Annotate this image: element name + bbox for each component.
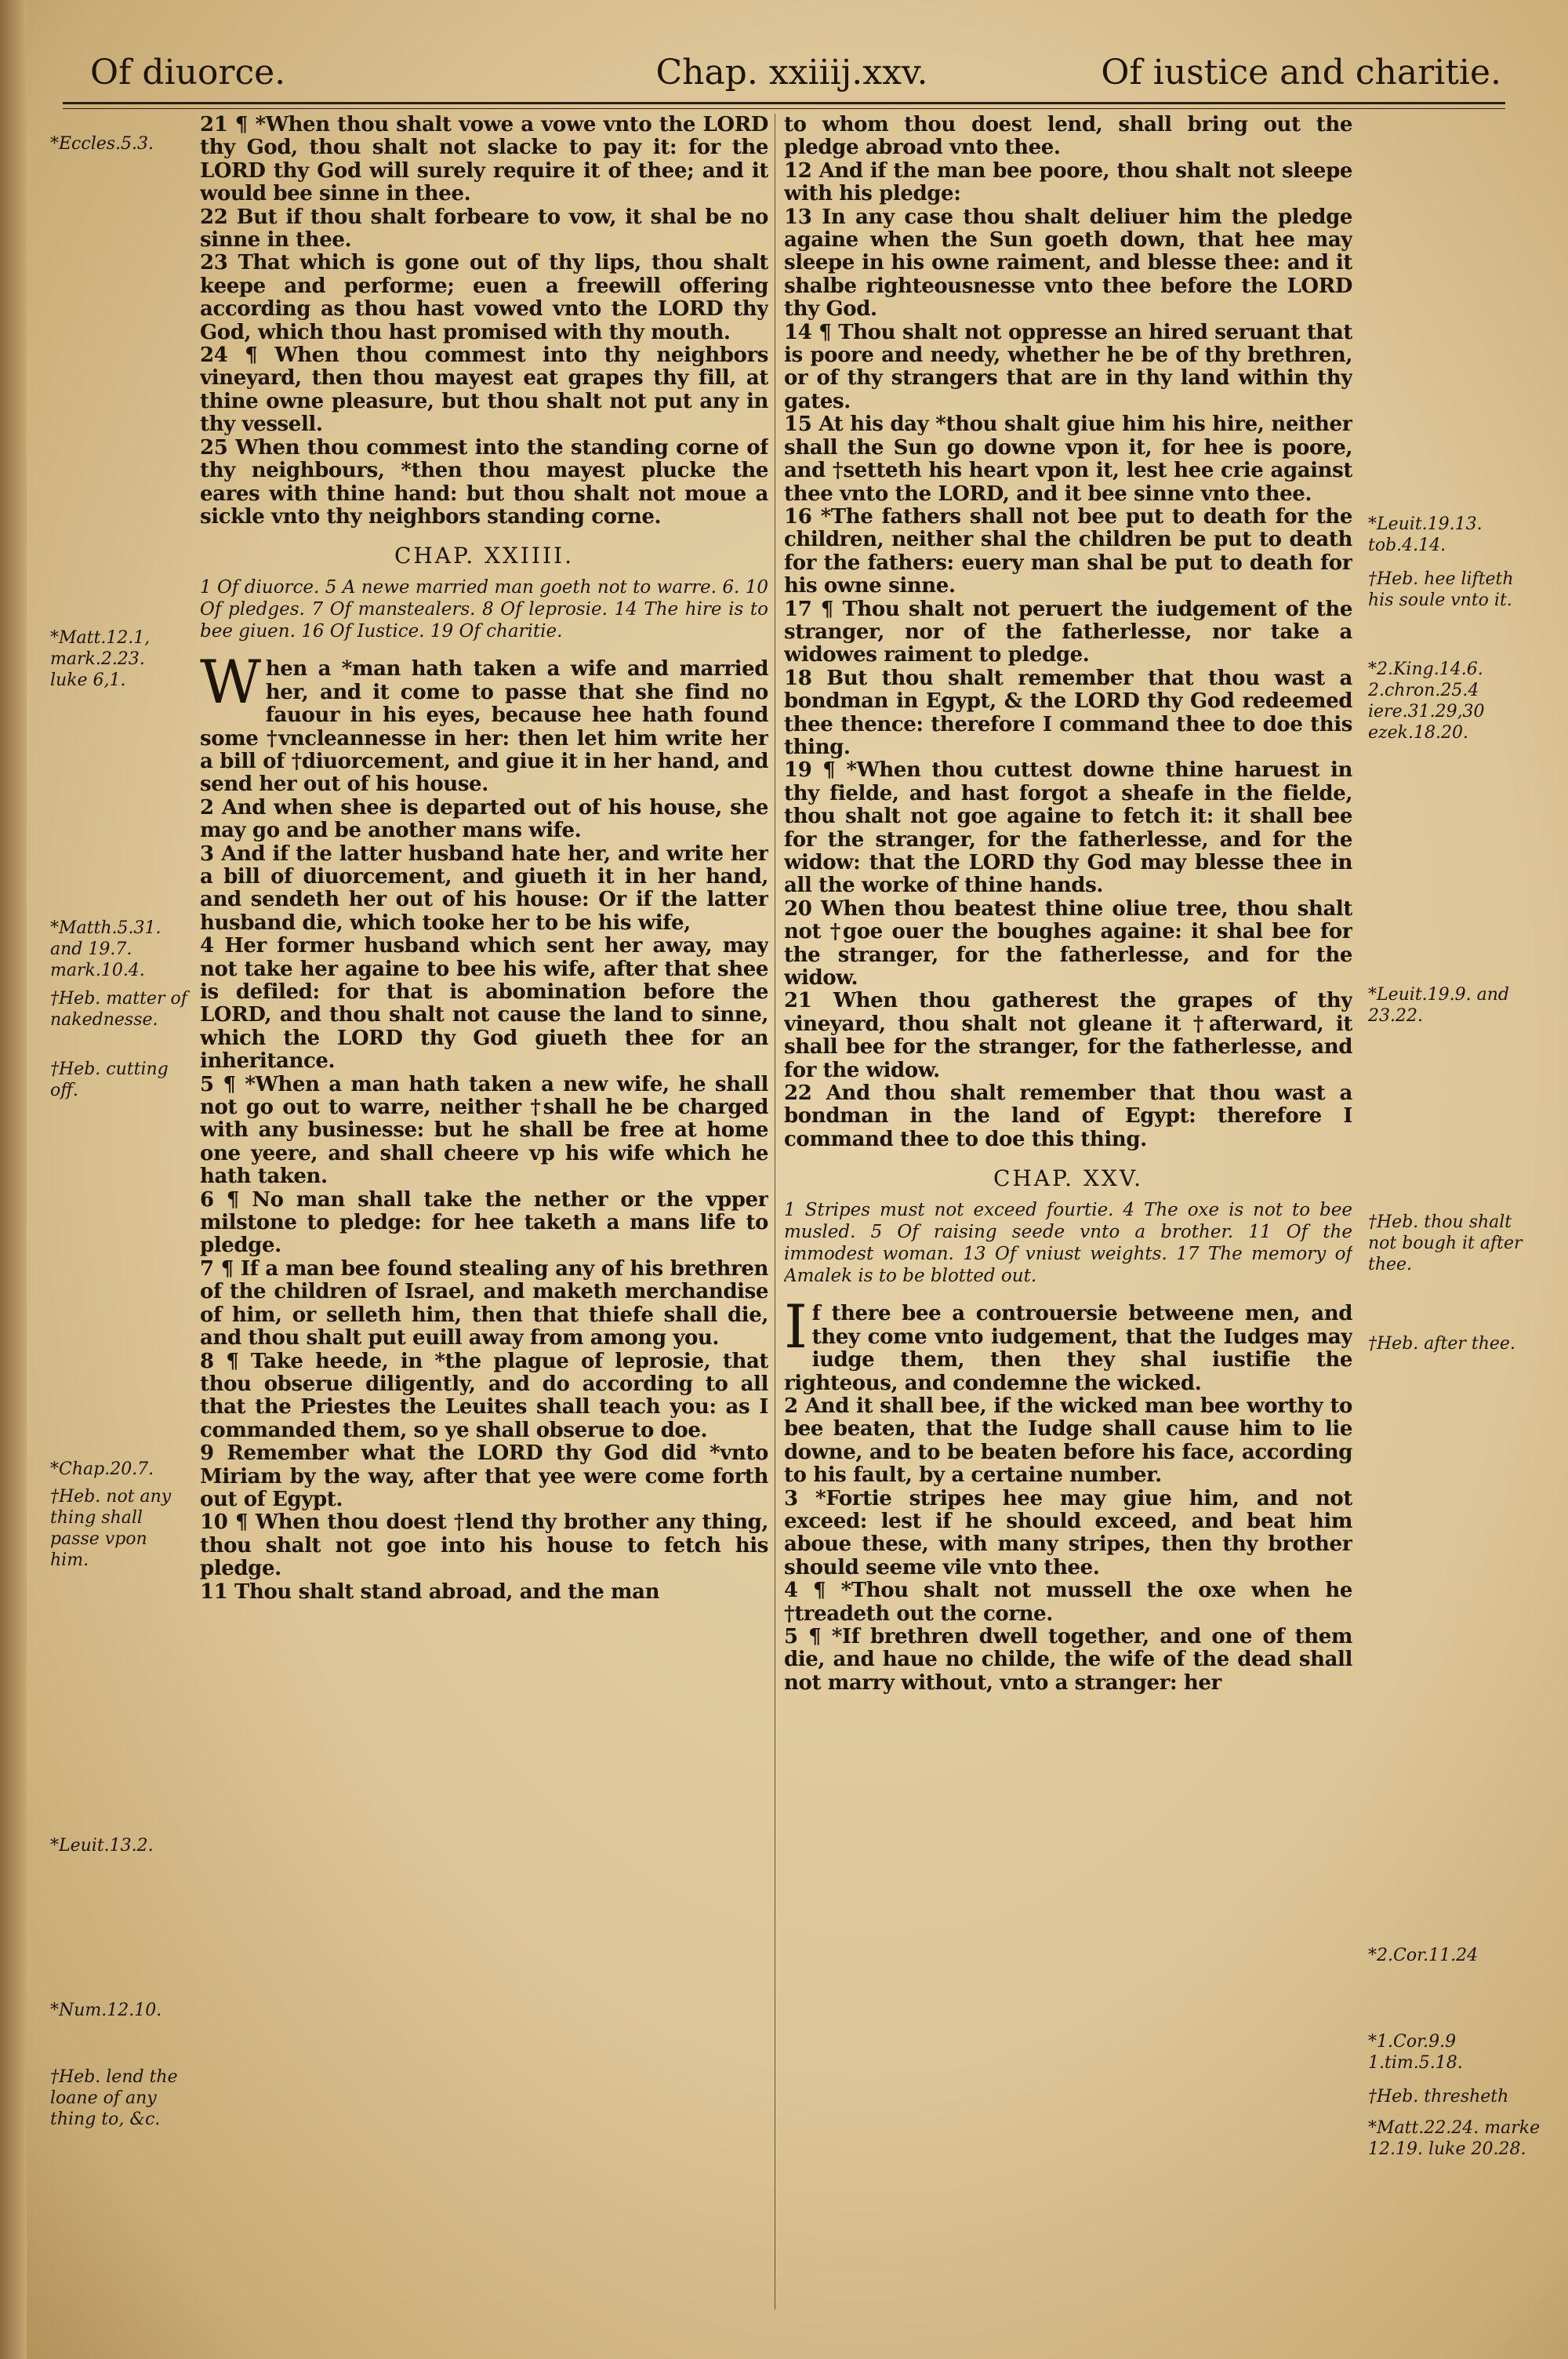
- verse-25-5: 5 ¶ *If brethren dwell together, and one of them die, and haue no childe, the wife of the dead shall not marry without, vnto a stranger: her: [784, 1624, 1352, 1695]
- chapter-summary-24: 1 Of diuorce. 5 A newe married man goeth not to warre. 6. 10 Of pledges. 7 Of manstealers. 8 Of leprosie. 14 The hire is to bee giuen. 16 Of Iustice. 19 Of charitie.: [200, 577, 768, 642]
- verse-24-4: 4 Her former husband which sent her away, may not take her againe to bee his wife, after that shee is defiled: for that is abomination before the LORD, and thou shalt not cause the land to sinne, which the LORD thy God giueth thee for an inheritance.: [200, 934, 768, 1074]
- verse-24-1: When a *man hath taken a wife and married her, and it come to passe that she find no fauour in his eyes, because hee hath found some †vncleannesse in her: then let him write her a bill of †diuorcement, and giue it in her hand, and send her out of his house.: [200, 647, 768, 797]
- verse-24-15: 15 At his day *thou shalt giue him his hire, neither shall the Sun go downe vpon it, for hee is poore, and †setteth his heart vpon it, lest hee crie against thee vnto the LORD, and it bee sinne vnto thee.: [784, 413, 1352, 506]
- running-head-right: Of iustice and charitie.: [1101, 53, 1501, 93]
- right-column: [784, 114, 1352, 2333]
- running-head-chapter: Chap. xxiiij.xxv.: [655, 53, 928, 93]
- verse-24-5: 5 ¶ *When a man hath taken a new wife, he shall not go out to warre, neither †shall he be charged with any businesse: but he shall be free at home one yeere, and shall cheere vp his wife which he hath taken.: [200, 1072, 768, 1189]
- verse-24-13: 13 In any case thou shalt deliuer him the pledge againe when the Sun goeth down, that hee may sleepe in his owne raiment, and blesse thee: and it shalbe righteousnesse vnto thee before the LORD thy God.: [784, 205, 1352, 322]
- verse-24-9: 9 Remember what the LORD thy God did *vnto Miriam by the way, after that yee were come forth out of Egypt.: [200, 1441, 768, 1511]
- verse-24-11-cont: to whom thou doest lend, shall bring out the pledge abroad vnto thee.: [784, 114, 1352, 160]
- margin-note: *Matt.12.1, mark.2.23. luke 6,1.: [50, 628, 151, 690]
- verse-25-4: 4 ¶ *Thou shalt not mussell the oxe when he †treadeth out the corne.: [784, 1579, 1352, 1626]
- verse-24-11: 11 Thou shalt stand abroad, and the man: [200, 1579, 660, 1604]
- verse-24-12: 12 And if the man bee poore, thou shalt not sleepe with his pledge:: [784, 158, 1352, 206]
- verse-24-16: 16 *The fathers shall not bee put to death for the children, neither shal the children be put to death for the fathers: euery man shal be put to death for his owne sinne.: [784, 504, 1352, 598]
- margin-note: †Heb. thresheth: [1368, 2087, 1509, 2106]
- verse-23-21: 21 ¶ *When thou shalt vowe a vowe vnto the LORD thy God, thou shalt not slacke to pay it: for the LORD thy God will surely require it of thee; and it would bee sinne in thee.: [200, 114, 768, 206]
- verse-24-18: 18 But thou shalt remember that thou wast a bondman in Egypt, & the LORD thy God redeemed thee thence: therefore I command thee to doe this thing.: [784, 666, 1352, 759]
- margin-note: †Heb. after thee.: [1368, 1334, 1515, 1354]
- verse-25-1: If there bee a controuersie betweene men, and they come vnto iudgement, that the Iudges may iudge them, then they shal iustifie the righteous, and condemne the wicked.: [784, 1292, 1352, 1395]
- margin-note: *Leuit.19.9. and 23.22.: [1368, 985, 1510, 1026]
- left-column: [200, 114, 768, 2333]
- margin-note: *Matt.22.24. marke 12.19. luke 20.28.: [1368, 2118, 1541, 2159]
- chapter-title-25: CHAP. XXV.: [993, 1165, 1144, 1192]
- verse-24-14: 14 ¶ Thou shalt not oppresse an hired seruant that is poore and needy, whether he be of thy brethren, or of thy strangers that are in thy land within thy gates.: [784, 320, 1352, 413]
- margin-note: *Chap.20.7.: [50, 1459, 154, 1479]
- verse-24-2: 2 And when shee is departed out of his house, she may go and be another mans wife.: [200, 795, 768, 843]
- verse-24-3: 3 And if the latter husband hate her, and write her a bill of diuorcement, and giueth it in her hand, and sendeth her out of his house: Or if the latter husband die, which tooke her to be his wife,: [200, 841, 768, 935]
- verse-23-23: 23 That which is gone out of thy lips, thou shalt keepe and performe; euen a freewill offering according as thou hast vowed vnto the LORD thy God, which thou hast promised with thy mouth.: [200, 251, 768, 344]
- margin-note: *Num.12.10.: [50, 2001, 162, 2020]
- margin-note: *Leuit.19.13. tob.4.14.: [1368, 514, 1483, 555]
- verse-24-19: 19 ¶ *When thou cuttest downe thine haruest in thy fielde, and hast forgot a sheafe in the fielde, thou shalt not goe againe to fetch it: it shall bee for the stranger, for the fatherlesse, and for the widow: that the LORD thy God may blesse thee in all the worke of thine hands.: [784, 758, 1352, 898]
- verse-24-20: 20 When thou beatest thine oliue tree, thou shalt not †goe ouer the boughes againe: it shal bee for the stranger, for the fatherlesse, and for the widow.: [784, 896, 1352, 990]
- header-rule-thin: [63, 108, 1505, 109]
- margin-note: †Heb. hee lifteth his soule vnto it.: [1368, 569, 1514, 610]
- margin-note: †Heb. cutting off.: [50, 1060, 169, 1100]
- verse-24-17: 17 ¶ Thou shalt not peruert the iudgement of the stranger, nor of the fatherlesse, nor take a widowes raiment to pledge.: [784, 597, 1352, 667]
- verse-24-8: 8 ¶ Take heede, in *the plague of leprosie, that thou obserue diligently, and do according to all that the Priestes the Leuites shall teach you: as I commanded them, so ye shall obserue to doe.: [200, 1349, 768, 1442]
- margin-note: *Matth.5.31. and 19.7. mark.10.4.: [50, 918, 162, 980]
- chapter-summary-25: 1 Stripes must not exceed fourtie. 4 The oxe is not to bee musled. 5 Of raising seede vnto a brother. 11 Of the immodest woman. 13 Of vniust weights. 17 The memory of Amalek is to be blotted out.: [784, 1200, 1352, 1287]
- verse-24-7: 7 ¶ If a man bee found stealing any of his brethren of the children of Israel, and maketh merchandise of him, or selleth him, then that thiefe shall die, and thou shalt put euill away from among you.: [200, 1256, 768, 1350]
- margin-note: *1.Cor.9.9 1.tim.5.18.: [1368, 2032, 1463, 2073]
- verse-23-24: 24 ¶ When thou commest into thy neighbors vineyard, then thou mayest eat grapes thy fill, at thine owne pleasure, but thou shalt not put any in thy vessell.: [200, 343, 768, 437]
- verse-24-6: 6 ¶ No man shall take the nether or the vpper milstone to pledge: for hee taketh a mans life to pledge.: [200, 1187, 768, 1258]
- margin-note: *Leuit.13.2.: [50, 1836, 154, 1856]
- header-rule: [63, 102, 1505, 104]
- margin-note: †Heb. thou shalt not bough it after thee.: [1368, 1212, 1523, 1274]
- verse-24-10: 10 ¶ When thou doest †lend thy brother any thing, thou shalt not goe into his house to fetch his pledge.: [200, 1510, 768, 1581]
- chapter-title-24: CHAP. XXIIII.: [394, 543, 575, 569]
- verse-23-25: 25 When thou commest into the standing corne of thy neighbours, *then thou mayest plucke the eares with thine hand: but thou shalt not moue a sickle vnto thy neighbors standing corne.: [200, 435, 768, 529]
- verse-25-2: 2 And it shall bee, if the wicked man bee worthy to bee beaten, that the Iudge shall cause him to lie downe, and to be beaten before his face, according to his fault, by a certaine number.: [784, 1394, 1352, 1488]
- margin-note: †Heb. not any thing shall passe vpon him.: [50, 1487, 172, 1570]
- running-head-left: Of diuorce.: [90, 53, 286, 93]
- verse-25-3: 3 *Fortie stripes hee may giue him, and not exceed: lest if he should exceed, and beat him aboue these, with many stripes, then thy brother should seeme vile vnto thee.: [784, 1486, 1352, 1579]
- binding-gutter: [0, 0, 27, 2359]
- margin-note: *Eccles.5.3.: [50, 134, 154, 154]
- margin-note: *2.Cor.11.24: [1368, 1946, 1479, 1965]
- margin-note: †Heb. lend the loane of any thing to, &c.: [50, 2067, 178, 2129]
- verse-24-22: 22 And thou shalt remember that thou wast a bondman in the land of Egypt: therefore I command thee to doe this thing.: [784, 1081, 1352, 1151]
- margin-note: *2.King.14.6. 2.chron.25.4 iere.31.29,30 ezek.18.20.: [1368, 660, 1485, 743]
- verse-24-21: 21 When thou gatherest the grapes of thy vineyard, thou shalt not gleane it †afterward, it shall bee for the stranger, for the fatherlesse, and for the widow.: [784, 989, 1352, 1082]
- verse-23-22: 22 But if thou shalt forbeare to vow, it shal be no sinne in thee.: [200, 205, 768, 253]
- margin-note: †Heb. matter of nakednesse.: [50, 989, 187, 1030]
